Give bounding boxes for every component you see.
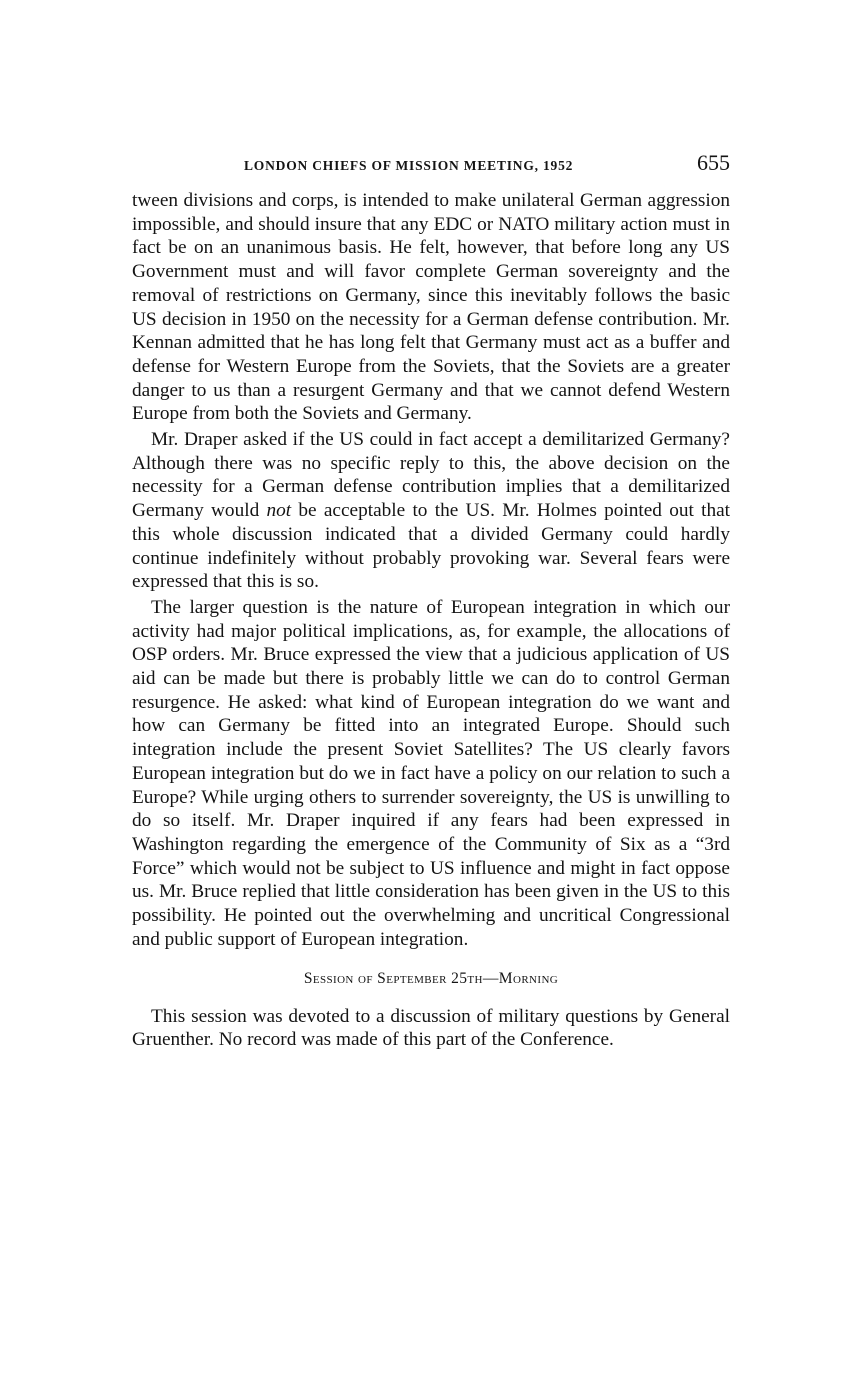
running-title: LONDON CHIEFS OF MISSION MEETING, 1952 xyxy=(244,158,574,173)
paragraph-text-before: Mr. Draper asked if the US could in fact accept a demilitarized Germany? Although there was no specific reply to this, the above decision on the necessity for a German defense contribution implies that a demilitarized Germany would xyxy=(132,429,730,522)
page-number: 655 xyxy=(697,150,730,175)
paragraph-european-integration: The larger question is the nature of European integration in which our activity had major political implications, as, for example, the allocations of OSP orders. Mr. Bruce expressed the view that a judicious application of US aid can be made but there is probably little we can do to control German resurgence. He asked: what kind of European integration do we want and how can Germany be fitted into an integrated Europe. Should such integration include the present Soviet Satellites? The US clearly favors European integration but do we in fact have a policy on our relation to such a Europe? While urging others to surrender sovereignty, the US is unwilling to do so itself. Mr. Draper inquired if any fears had been expressed in Washington regarding the emergence of the Community of Six as a “3rd Force” which would not be subject to US influence and might in fact oppose us. Mr. Bruce replied that little consideration has been given in the US to this possibility. He pointed out the overwhelming and uncritical Congressional and public support of European integration. xyxy=(132,596,730,950)
paragraph-draper-question xyxy=(132,428,730,594)
body-text xyxy=(132,189,730,1052)
paragraph-session-summary: This session was devoted to a discussion of military questions by General Gruenther. No record was made of this part of the Conference. xyxy=(132,1005,730,1051)
paragraph-continued: tween divisions and corps, is intended to make unilateral German aggression impossible, and should insure that any EDC or NATO military action must in fact be on an unanimous basis. He felt, however, that before long any US Government must and will favor complete German sovereignty and the removal of restrictions on Germany, since this inevitably follows the basic US decision in 1950 on the necessity for a German defense contribution. Mr. Kennan admitted that he has long felt that Germany must act as a buffer and defense for Western Europe from the Soviets, that the Soviets are a greater danger to us than a resurgent Germany and that we cannot defend Western Europe from both the Soviets and Germany. xyxy=(132,190,730,425)
paragraph-text-after: be acceptable to the US. Mr. Holmes pointed out that this whole discussion indicated that a divided Germany could hardly continue indefinitely without probably provoking war. Several fears were expressed that this is so. xyxy=(132,500,731,593)
emphasis-not: not xyxy=(266,500,292,522)
running-head xyxy=(132,150,730,176)
section-heading: Session of September 25th—Morning xyxy=(303,969,559,987)
